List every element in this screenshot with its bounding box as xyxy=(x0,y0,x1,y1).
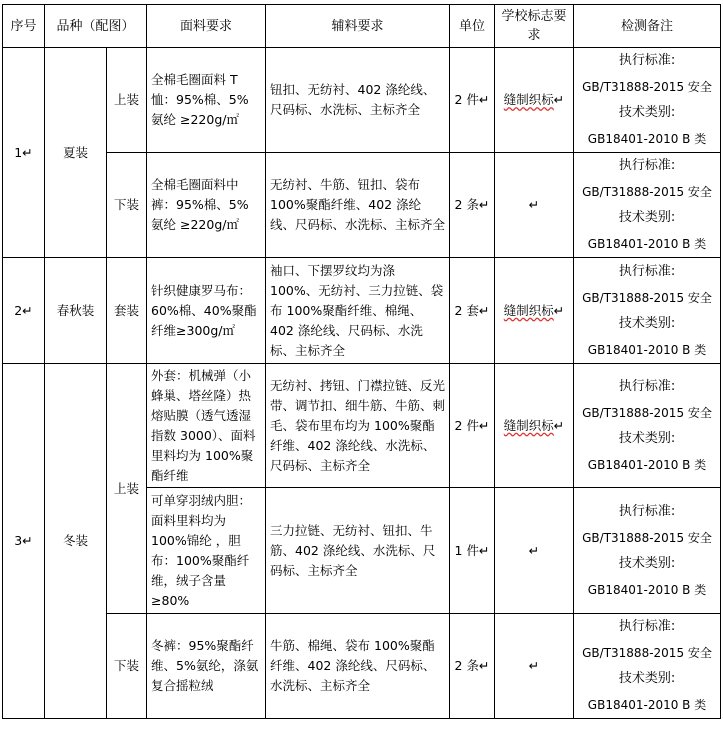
standard-cell: 执行标准: GB/T31888-2015 安全 技术类别: GB18401-2010 B 类 xyxy=(574,364,721,488)
table-row xyxy=(3,48,721,153)
uniform-spec-table xyxy=(2,4,721,719)
standard-cell: 执行标准: GB/T31888-2015 安全 技术类别: GB18401-2010 B 类 xyxy=(574,153,721,258)
fabric-cell: 可单穿羽绒内胆：面料里料均为 100%锦纶 ，胆布：100%聚酯纤维，绒子含量≥80% xyxy=(147,488,266,614)
logo-cell: 缝制织标↵ xyxy=(495,258,574,364)
unit-cell: 2 套↵ xyxy=(450,258,495,364)
logo-cell: ↵ xyxy=(495,153,574,258)
sub-part: 下装 xyxy=(107,153,147,258)
table-row xyxy=(3,614,721,719)
accessory-cell: 牛筋、棉绳、袋布 100%聚酯纤维、402 涤纶线、尺码标、水洗标、主标齐全 xyxy=(266,614,450,719)
row-no: 2↵ xyxy=(3,258,45,364)
sub-part: 上装 xyxy=(107,48,147,153)
accessory-cell: 袖口、下摆罗纹均为涤 100%、无纺衬、三力拉链、袋布 100%聚酯纤维、棉绳、402 涤纶线、尺码标、水洗标、主标齐全 xyxy=(266,258,450,364)
row-variety: 冬装 xyxy=(45,364,107,719)
accessory-cell: 钮扣、无纺衬、402 涤纶线、尺码标、水洗标、主标齐全 xyxy=(266,48,450,153)
sub-part: 上装 xyxy=(107,364,147,614)
standard-cell: 执行标准: GB/T31888-2015 安全 技术类别: GB18401-2010 B 类 xyxy=(574,48,721,153)
unit-cell: 2 件↵ xyxy=(450,48,495,153)
header-school-logo: 学校标志要求 xyxy=(495,5,574,48)
header-no: 序号 xyxy=(3,5,45,48)
header-remark: 检测备注 xyxy=(574,5,721,48)
standard-cell: 执行标准: GB/T31888-2015 安全 技术类别: GB18401-2010 B 类 xyxy=(574,488,721,614)
sub-part: 套装 xyxy=(107,258,147,364)
standard-cell: 执行标准: GB/T31888-2015 安全 技术类别: GB18401-2010 B 类 xyxy=(574,258,721,364)
table-row xyxy=(3,364,721,488)
unit-cell: 2 件↵ xyxy=(450,364,495,488)
fabric-cell: 针织健康罗马布：60%棉、40%聚酯纤维≥300g/㎡ xyxy=(147,258,266,364)
logo-cell: 缝制织标↵ xyxy=(495,48,574,153)
header-fabric: 面料要求 xyxy=(147,5,266,48)
header-accessory: 辅料要求 xyxy=(266,5,450,48)
sub-part: 下装 xyxy=(107,614,147,719)
logo-cell: 缝制织标↵ xyxy=(495,364,574,488)
table-row xyxy=(3,153,721,258)
accessory-cell: 无纺衬、拷钮、门襟拉链、反光带、调节扣、细牛筋、牛筋、刺毛、袋布里布均为 100%聚酯纤维、402 涤纶线、水洗标、尺码标、主标齐全 xyxy=(266,364,450,488)
unit-cell: 2 条↵ xyxy=(450,614,495,719)
header-variety: 品种（配图） xyxy=(45,5,147,48)
fabric-cell: 全棉毛圈面料 T 恤：95%棉、5%氨纶 ≥220g/㎡ xyxy=(147,48,266,153)
header-row xyxy=(3,5,721,48)
fabric-cell: 冬裤：95%聚酯纤维、5%氨纶，涤氨复合摇粒绒 xyxy=(147,614,266,719)
accessory-cell: 三力拉链、无纺衬、钮扣、牛筋、402 涤纶线、水洗标、尺码标、主标齐全 xyxy=(266,488,450,614)
row-variety: 春秋装 xyxy=(45,258,107,364)
unit-cell: 1 件↵ xyxy=(450,488,495,614)
fabric-cell: 全棉毛圈面料中裤：95%棉、5%氨纶 ≥220g/㎡ xyxy=(147,153,266,258)
accessory-cell: 无纺衬、牛筋、钮扣、袋布 100%聚酯纤维、402 涤纶线、尺码标、水洗标、主标齐全 xyxy=(266,153,450,258)
header-unit: 单位 xyxy=(450,5,495,48)
standard-cell: 执行标准: GB/T31888-2015 安全 技术类别: GB18401-2010 B 类 xyxy=(574,614,721,719)
row-no: 1↵ xyxy=(3,48,45,258)
row-no: 3↵ xyxy=(3,364,45,719)
fabric-cell: 外套：机械弹（小蜂巢、塔丝隆）热熔贴膜（透气透湿指数 3000）、面料里料均为 100%聚酯纤维 xyxy=(147,364,266,488)
logo-cell: ↵ xyxy=(495,488,574,614)
unit-cell: 2 条↵ xyxy=(450,153,495,258)
logo-cell: ↵ xyxy=(495,614,574,719)
row-variety: 夏装 xyxy=(45,48,107,258)
table-row xyxy=(3,258,721,364)
